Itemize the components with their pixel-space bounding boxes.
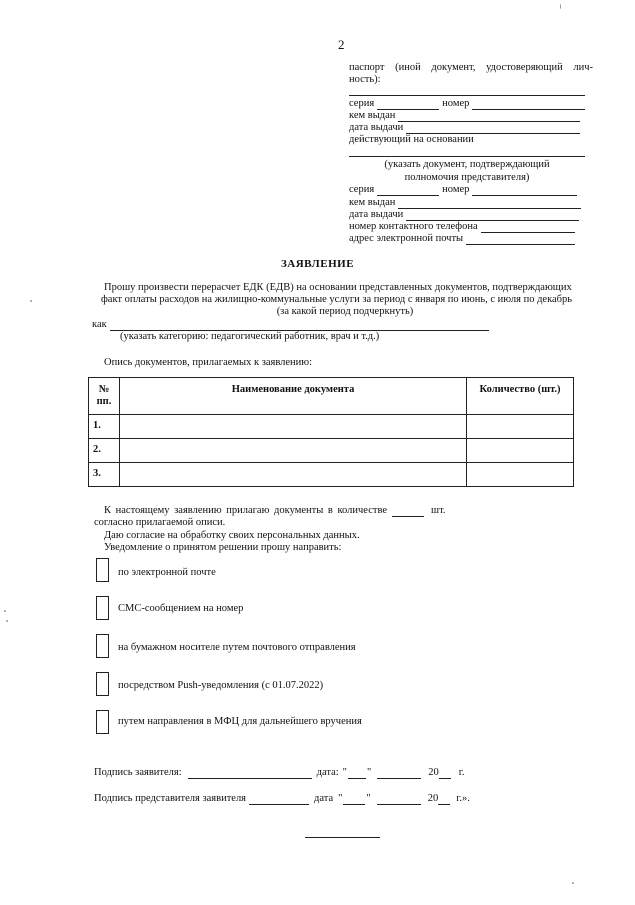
- quote-open: ": [338, 793, 343, 804]
- option-mfc-label: путем направления в МФЦ для дальнейшего вручения: [118, 716, 362, 727]
- option-mfc-checkbox[interactable]: [96, 710, 109, 734]
- applicant-series-row: [349, 98, 585, 110]
- col-num-abbr: пп.: [96, 396, 112, 407]
- table-header-row: [89, 378, 574, 415]
- scan-speck: [4, 610, 6, 612]
- row-number: 1.: [89, 415, 120, 439]
- issue-date-field[interactable]: [406, 123, 580, 134]
- col-name-header: Наименование документа: [119, 378, 466, 415]
- row-qty-cell[interactable]: [467, 439, 574, 463]
- col-qty-header: Количество (шт.): [467, 378, 574, 415]
- passport-caption-cont: ность):: [349, 74, 381, 85]
- representative-hint-cont: полномочия представителя): [404, 172, 530, 183]
- issued-by-label: кем выдан: [349, 110, 396, 121]
- attach-unit: шт.: [431, 505, 446, 516]
- row-qty-cell[interactable]: [467, 415, 574, 439]
- applicant-year-field[interactable]: [439, 768, 451, 779]
- phone-field[interactable]: [481, 222, 575, 233]
- row-number: 2.: [89, 439, 120, 463]
- applicant-date-label: дата:: [316, 767, 339, 778]
- applicant-issued-row: [349, 110, 580, 122]
- issue-date-label: дата выдачи: [349, 122, 404, 133]
- request-text-line1: Прошу произвести перерасчет ЕДК (ЕДВ) на основании представленных документов, подтверждающих: [104, 282, 572, 293]
- rep-number-field[interactable]: [472, 185, 577, 196]
- table-row: [89, 415, 574, 439]
- option-push-checkbox[interactable]: [96, 672, 109, 696]
- series-field[interactable]: [377, 99, 439, 110]
- email-label: адрес электронной почты: [349, 233, 464, 244]
- issued-by-field[interactable]: [398, 111, 580, 122]
- rep-issued-by-label: кем выдан: [349, 197, 396, 208]
- option-push-label: посредством Push-уведомления (с 01.07.2022): [118, 680, 324, 691]
- quote-close: ": [366, 793, 371, 804]
- scan-speck: [6, 620, 8, 622]
- table-row: [89, 463, 574, 487]
- page-number: 2: [338, 37, 345, 52]
- representative-day-field[interactable]: [343, 794, 365, 805]
- representative-signature-label: Подпись представителя заявителя: [94, 793, 247, 804]
- period-hint: (за какой период подчеркнуть): [276, 306, 414, 317]
- option-post-checkbox[interactable]: [96, 634, 109, 658]
- row-name-cell[interactable]: [119, 463, 466, 487]
- rep-issued-by-field[interactable]: [398, 198, 581, 209]
- representative-hint: (указать документ, подтверждающий: [384, 159, 550, 170]
- phone-label: номер контактного телефона: [349, 221, 478, 232]
- row-number: 3.: [89, 463, 120, 487]
- rep-issued-row: [349, 197, 581, 209]
- representative-signature-field[interactable]: [249, 794, 309, 805]
- attach-count-row: [104, 505, 446, 517]
- request-text-line2: факт оплаты расходов на жилищно-коммунальные услуги за период с января по июнь, с июля по декабрь: [101, 294, 573, 305]
- rep-date-row: [349, 209, 579, 221]
- passport-caption: паспорт (иной документ, удостоверяющий лич-: [349, 62, 593, 73]
- applicant-month-field[interactable]: [377, 768, 421, 779]
- notify-intro: Уведомление о принятом решении прошу направить:: [104, 542, 342, 553]
- applicant-signature-field[interactable]: [188, 768, 312, 779]
- rep-issue-date-label: дата выдачи: [349, 209, 404, 220]
- category-field[interactable]: [110, 320, 489, 331]
- quote-close: ": [366, 767, 372, 778]
- documents-table: [88, 377, 574, 487]
- rep-number-label: номер: [442, 184, 470, 195]
- col-num-header: [89, 378, 120, 415]
- email-field[interactable]: [466, 234, 575, 245]
- rep-issue-date-field[interactable]: [406, 210, 579, 221]
- applicant-signature-row: [94, 767, 465, 779]
- scan-speck: [572, 882, 574, 884]
- applicant-signature-label: Подпись заявителя:: [94, 767, 182, 778]
- category-row: [92, 319, 489, 331]
- year-prefix: 20: [428, 767, 439, 778]
- representative-year-field[interactable]: [438, 794, 450, 805]
- rep-email-row: [349, 233, 575, 245]
- row-qty-cell[interactable]: [467, 463, 574, 487]
- series-label: серия: [349, 98, 375, 109]
- number-label: номер: [442, 98, 470, 109]
- passport-blank-line[interactable]: [349, 86, 585, 96]
- rep-series-field[interactable]: [377, 185, 439, 196]
- rep-series-row: [349, 184, 577, 196]
- col-num-symbol: №: [98, 383, 110, 395]
- applicant-day-field[interactable]: [348, 768, 366, 779]
- scan-speck: [560, 4, 561, 9]
- option-sms-label: СМС-сообщением на номер: [118, 603, 244, 614]
- scan-speck: [30, 300, 32, 302]
- quote-open: ": [342, 767, 347, 778]
- attach-count-field[interactable]: [392, 506, 424, 517]
- number-field[interactable]: [472, 99, 585, 110]
- row-name-cell[interactable]: [119, 415, 466, 439]
- row-name-cell[interactable]: [119, 439, 466, 463]
- attach-inventory-text: согласно прилагаемой описи.: [94, 517, 226, 528]
- year-prefix: 20: [427, 793, 439, 804]
- year-suffix: г.: [458, 767, 465, 778]
- option-email-label: по электронной почте: [118, 567, 216, 578]
- representative-month-field[interactable]: [377, 794, 421, 805]
- representative-signature-row: [94, 793, 470, 805]
- year-suffix-final: г.».: [456, 793, 470, 804]
- representative-date-label: дата: [314, 793, 334, 804]
- option-post-label: на бумажном носителе путем почтового отправления: [118, 642, 356, 653]
- attach-text: К настоящему заявлению прилагаю документы в количестве: [104, 505, 388, 516]
- inventory-intro: Опись документов, прилагаемых к заявлению:: [104, 357, 313, 368]
- table-row: [89, 439, 574, 463]
- acting-basis-line[interactable]: [349, 147, 585, 157]
- rep-series-label: серия: [349, 184, 375, 195]
- consent-text: Даю согласие на обработку своих персональных данных.: [104, 530, 360, 541]
- option-sms-checkbox[interactable]: [96, 596, 109, 620]
- bottom-divider: [305, 837, 380, 838]
- acting-basis-label: действующий на основании: [349, 134, 474, 145]
- category-hint: (указать категорию: педагогический работник, врач и т.д.): [120, 331, 380, 342]
- document-title: ЗАЯВЛЕНИЕ: [280, 258, 355, 270]
- as-label: как: [92, 319, 107, 330]
- applicant-date-row: [349, 122, 580, 134]
- option-email-checkbox[interactable]: [96, 558, 109, 582]
- rep-phone-row: [349, 221, 575, 233]
